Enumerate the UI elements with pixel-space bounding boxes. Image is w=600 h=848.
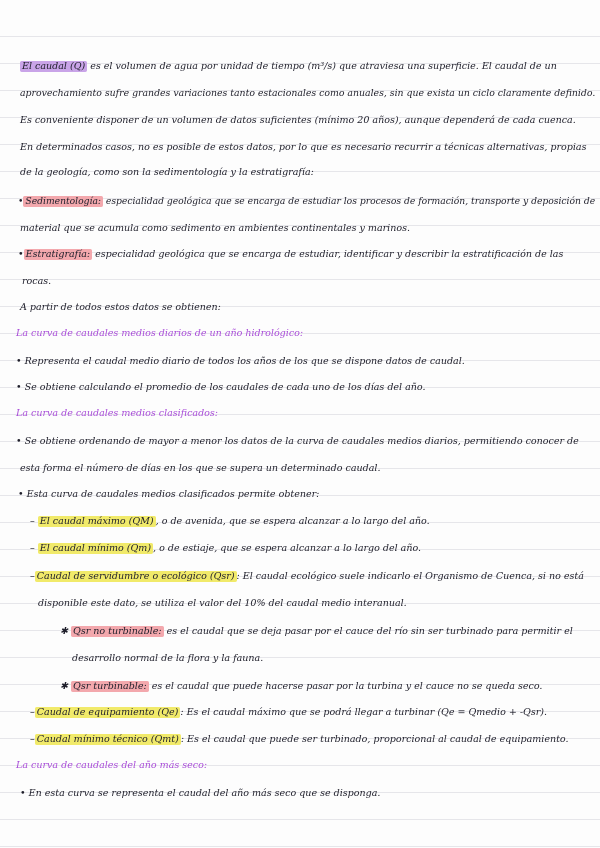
subitem-qsr-no-turbinable: [60, 625, 600, 639]
text: Es conveniente disponer de un volumen de datos suficientes (mínimo 20 años), aunque dependerá de cada cuenca.: [20, 115, 576, 126]
highlight-sedimentologia: Sedimentología:: [25, 196, 101, 207]
text: • Representa el caudal medio diario de todos los años de los que se dispone datos de caudal.: [16, 356, 465, 367]
subitem-qsr-no-turbinable-cont: [72, 652, 600, 666]
bullet-clasificados-1: [16, 435, 600, 449]
dash-icon: –: [30, 516, 35, 527]
text: es el caudal que se deja pasar por el cauce del río sin ser turbinado para permitir el: [163, 626, 573, 637]
heading-text: La curva de caudales medios diarios de un año hidrológico:: [16, 328, 304, 339]
text: • Esta curva de caudales medios clasificados permite obtener:: [18, 489, 320, 500]
item-caudal-equipamiento: [30, 706, 600, 720]
highlight-caudal-servidumbre: Caudal de servidumbre o ecológico (Qsr): [36, 571, 235, 582]
dash-icon: –: [30, 571, 35, 582]
dash-icon: –: [30, 734, 35, 745]
bullet-dot-icon: •: [18, 249, 24, 260]
dash-icon: –: [30, 707, 35, 718]
bullet-dot-icon: •: [18, 196, 24, 207]
bullet-ano-seco: [20, 787, 600, 801]
text: de la geología, como son la sedimentología y la estratigrafía:: [20, 167, 314, 178]
text: A partir de todos estos datos se obtienen:: [20, 302, 221, 313]
text: aprovechamiento sufre grandes variaciones tanto estacionales como anuales, sin que exista un ciclo claramente definido.: [20, 88, 596, 99]
highlight-caudal-maximo: El caudal máximo (QM): [39, 516, 154, 527]
text: disponible este dato, se utiliza el valor del 10% del caudal medio interanual.: [38, 598, 407, 609]
highlight-qsr-turbinable: Qsr turbinable:: [73, 681, 147, 692]
highlight-caudal-minimo: El caudal mínimo (Qm): [39, 543, 152, 554]
heading-curva-ano-seco: [16, 759, 600, 773]
bullet-sedimentologia-cont: [20, 222, 600, 236]
bullet-diarios-1: [16, 355, 600, 369]
item-caudal-servidumbre: [30, 570, 600, 584]
intro-obtain: [20, 301, 600, 315]
heading-text: La curva de caudales medios clasificados:: [16, 408, 218, 419]
item-caudal-servidumbre-cont: [38, 597, 600, 611]
heading-text: La curva de caudales del año más seco:: [16, 760, 208, 771]
paragraph-intro-line-1: [20, 60, 600, 74]
text: : El caudal ecológico suele indicarlo el Organismo de Cuenca, si no está: [236, 571, 584, 582]
text: En determinados casos, no es posible de estos datos, por lo que es necesario recurrir a técnicas alternativas, propias: [20, 142, 587, 153]
item-caudal-maximo: [30, 515, 600, 529]
paragraph-intro-line-5: [20, 166, 600, 180]
text: especialidad geológica que se encarga de estudiar, identificar y describir la estratificación de las: [92, 249, 564, 260]
heading-curva-clasificados: [16, 407, 600, 421]
text: • Se obtiene calculando el promedio de los caudales de cada uno de los días del año.: [16, 382, 426, 393]
bullet-sedimentologia: [18, 195, 600, 209]
text: especialidad geológica que se encarga de estudiar los procesos de formación, transporte y deposición de: [103, 196, 596, 207]
subitem-qsr-turbinable: [60, 680, 600, 694]
highlight-el-caudal: El caudal (Q): [22, 61, 86, 72]
text: material que se acumula como sedimento en ambientes continentales y marinos.: [20, 223, 410, 234]
text: • Se obtiene ordenando de mayor a menor los datos de la curva de caudales medios diarios, permitiendo conocer de: [16, 436, 579, 447]
bullet-estratigrafia-cont: [22, 275, 600, 289]
text: esta forma el número de días en los que se supera un determinado caudal.: [20, 463, 381, 474]
text: • En esta curva se representa el caudal del año más seco que se disponga.: [20, 788, 381, 799]
text: es el caudal que puede hacerse pasar por la turbina y el cauce no se queda seco.: [148, 681, 543, 692]
bullet-estratigrafia: [18, 248, 600, 262]
highlight-caudal-minimo-tecnico: Caudal mínimo técnico (Qmt): [36, 734, 179, 745]
text: : Es el caudal máximo que se podrá llegar a turbinar (Qe = Qmedio + -Qsr).: [180, 707, 548, 718]
highlight-caudal-equipamiento: Caudal de equipamiento (Qe): [36, 707, 179, 718]
text: rocas.: [22, 276, 52, 287]
dash-icon: –: [30, 543, 35, 554]
text: : Es el caudal que puede ser turbinado, proporcional al caudal de equipamiento.: [180, 734, 569, 745]
text: es el volumen de agua por unidad de tiempo (m³/s) que atraviesa una superficie. El caudal de un: [87, 61, 557, 72]
bullet-clasificados-2: [18, 488, 600, 502]
item-caudal-minimo: [30, 542, 600, 556]
paragraph-intro-line-3: [20, 114, 600, 128]
heading-curva-diarios: [16, 327, 600, 341]
asterisk-icon: ✱: [60, 626, 68, 637]
highlight-qsr-no-turbinable: Qsr no turbinable:: [73, 626, 162, 637]
highlight-estratigrafia: Estratigrafía:: [25, 249, 91, 260]
bullet-diarios-2: [16, 381, 600, 395]
asterisk-icon: ✱: [60, 681, 68, 692]
bullet-clasificados-1-cont: [20, 462, 600, 476]
item-caudal-minimo-tecnico: [30, 733, 600, 747]
text: , o de estiaje, que se espera alcanzar a lo largo del año.: [153, 543, 422, 554]
text: , o de avenida, que se espera alcanzar a lo largo del año.: [155, 516, 430, 527]
text: desarrollo normal de la flora y la fauna.: [72, 653, 264, 664]
paragraph-intro-line-4: [20, 141, 600, 155]
paragraph-intro-line-2: [20, 87, 600, 101]
